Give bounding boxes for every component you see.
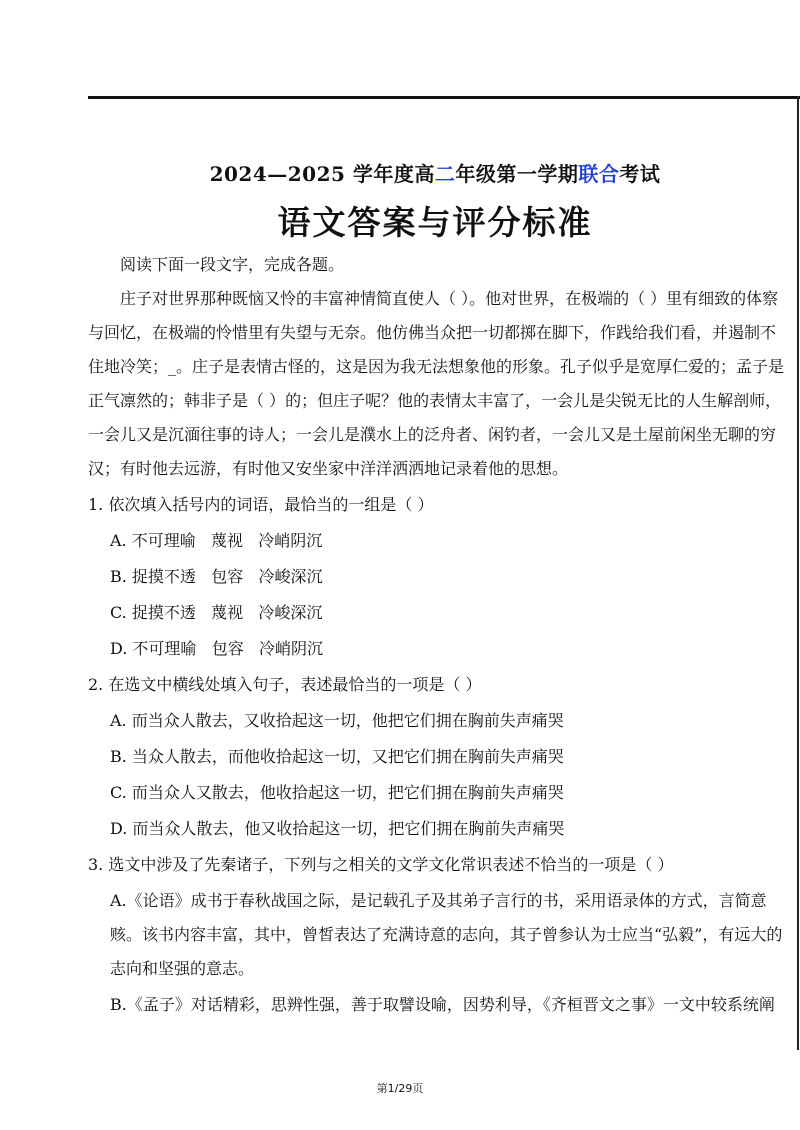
question-3-stem: 3. 选文中涉及了先秦诸子，下列与之相关的文学文化常识表述不恰当的一项是（ ） xyxy=(88,855,674,874)
option-word: A. 不可理喻 xyxy=(110,531,196,550)
option-word: D. 不可理喻 xyxy=(110,639,197,658)
question-2-option-d: D. 而当众人散去，他又收拾起这一切，把它们拥在胸前失声痛哭 xyxy=(110,819,565,838)
instruction: 阅读下面一段文字，完成各题。 xyxy=(120,255,345,274)
subtitle-highlight: 联合 xyxy=(578,162,620,186)
document-body xyxy=(88,248,788,1022)
option-word: 冷峭阴沉 xyxy=(258,531,323,550)
option-word: 蔑视 xyxy=(211,531,244,550)
question-3-option-b: B.《孟子》对话精彩，思辨性强，善于取譬设喻，因势利导，《齐桓晋文之事》一文中较系统阐 xyxy=(110,995,775,1014)
subtitle-part: 考试 xyxy=(619,162,661,186)
exam-subtitle xyxy=(0,158,800,187)
option-word: C. 捉摸不透 xyxy=(110,603,196,622)
option-word: 冷峭阴沉 xyxy=(258,639,323,658)
reading-passage: 庄子对世界那种既恼又怜的丰富神情简直使人（ ）。他对世界，在极端的（ ）里有细致的体察与回忆，在极端的怜惜里有失望与无奈。他仿佛当众把一切都掷在脚下，作践给我们看，并遏制不住地冷笑；_。庄子是表情古怪的，这是因为我无法想象他的形象。孔子似乎是宽厚仁爱的；孟子是正气凛然的；韩非子是（ ）的；但庄子呢？他的表情太丰富了，一会儿是尖锐无比的人生解剖师，一会儿又是沉湎往事的诗人；一会儿是濮水上的泛舟者、闲钓者，一会儿又是土屋前闲坐无聊的穷汉；有时他去远游，有时他又安坐家中洋洋洒洒地记录着他的思想。 xyxy=(88,289,785,478)
question-1-stem: 1. 依次填入括号内的词语，最恰当的一组是（ ） xyxy=(88,495,434,514)
subtitle-highlight: 二 xyxy=(434,162,456,186)
option-word: B. 捉摸不透 xyxy=(110,567,196,586)
question-1-option-a xyxy=(88,524,788,558)
question-2-stem: 2. 在选文中横线处填入句子，表述最恰当的一项是（ ） xyxy=(88,675,482,694)
header-rule xyxy=(88,96,800,99)
option-word: 蔑视 xyxy=(211,603,244,622)
page-number: 第1/29页 xyxy=(376,1082,424,1095)
question-1-option-b xyxy=(88,560,788,594)
question-2-option-b: B. 当众人散去，而他收拾起这一切，又把它们拥在胸前失声痛哭 xyxy=(110,747,564,766)
subtitle-part: 年级第一学期 xyxy=(455,162,579,186)
question-3-option-a: A.《论语》成书于春秋战国之际，是记载孔子及其弟子言行的书，采用语录体的方式，言简意赅。该书内容丰富，其中，曾皙表达了充满诗意的志向，其子曾参认为士应当“弘毅”，有远大的志向和坚强的意志。 xyxy=(110,891,783,978)
subtitle-part: 2024—2025 学年度高 xyxy=(209,162,435,186)
question-1-option-d xyxy=(88,632,788,666)
question-2-option-c: C. 而当众人又散去，他收拾起这一切，把它们拥在胸前失声痛哭 xyxy=(110,783,564,802)
question-1-option-c xyxy=(88,596,788,630)
option-word: 包容 xyxy=(211,639,244,658)
option-word: 冷峻深沉 xyxy=(258,567,323,586)
page-title: 语文答案与评分标准 xyxy=(277,203,593,242)
option-word: 冷峻深沉 xyxy=(258,603,323,622)
option-word: 包容 xyxy=(211,567,244,586)
question-2-option-a: A. 而当众人散去，又收拾起这一切，他把它们拥在胸前失声痛哭 xyxy=(110,711,564,730)
